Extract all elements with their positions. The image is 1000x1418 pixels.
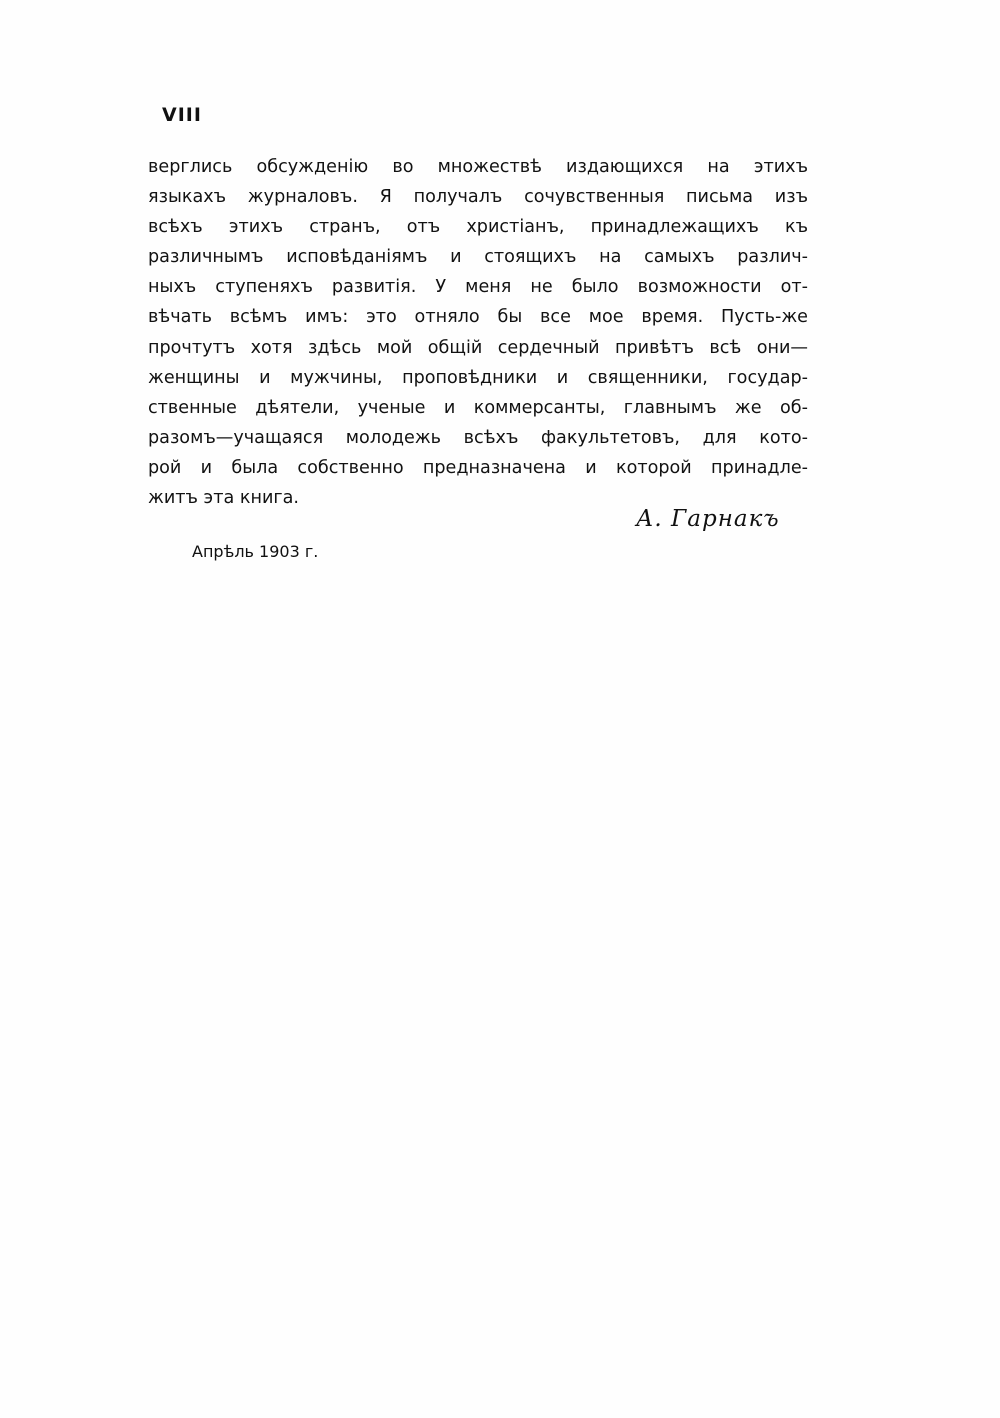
author-signature: А. Гарнакъ [636, 506, 780, 532]
text-line: ственные дѣятели, ученые и коммерсанты, главнымъ же об- [148, 397, 808, 418]
text-line: различнымъ исповѣданіямъ и стоящихъ на самыхъ различ- [148, 247, 808, 268]
text-line: женщины и мужчины, проповѣдники и священники, государ- [148, 367, 808, 388]
text-line: всѣхъ этихъ странъ, отъ христіанъ, принадлежащихъ къ [148, 217, 808, 238]
text-line: вѣчать всѣмъ имъ: это отняло бы все мое время. Пусть-же [148, 307, 808, 328]
text-line: рой и была собственно предназначена и которой принадле- [148, 457, 808, 478]
text-line: языкахъ журналовъ. Я получалъ сочувственныя письма изъ [148, 187, 808, 208]
text-line: ныхъ ступеняхъ развитія. У меня не было возможности от- [148, 277, 808, 298]
preface-date: Апрѣль 1903 г. [192, 542, 319, 561]
text-line: разомъ—учащаяся молодежь всѣхъ факультетовъ, для кото- [148, 427, 808, 448]
text-line: прочтутъ хотя здѣсь мой общій сердечный привѣтъ всѣ они— [148, 337, 808, 358]
body-paragraph [148, 152, 808, 513]
page-number: VIII [162, 104, 202, 126]
text-line: верглись обсужденію во множествѣ издающихся на этихъ [148, 157, 808, 177]
text-line-last: житъ эта книга. [148, 488, 300, 509]
